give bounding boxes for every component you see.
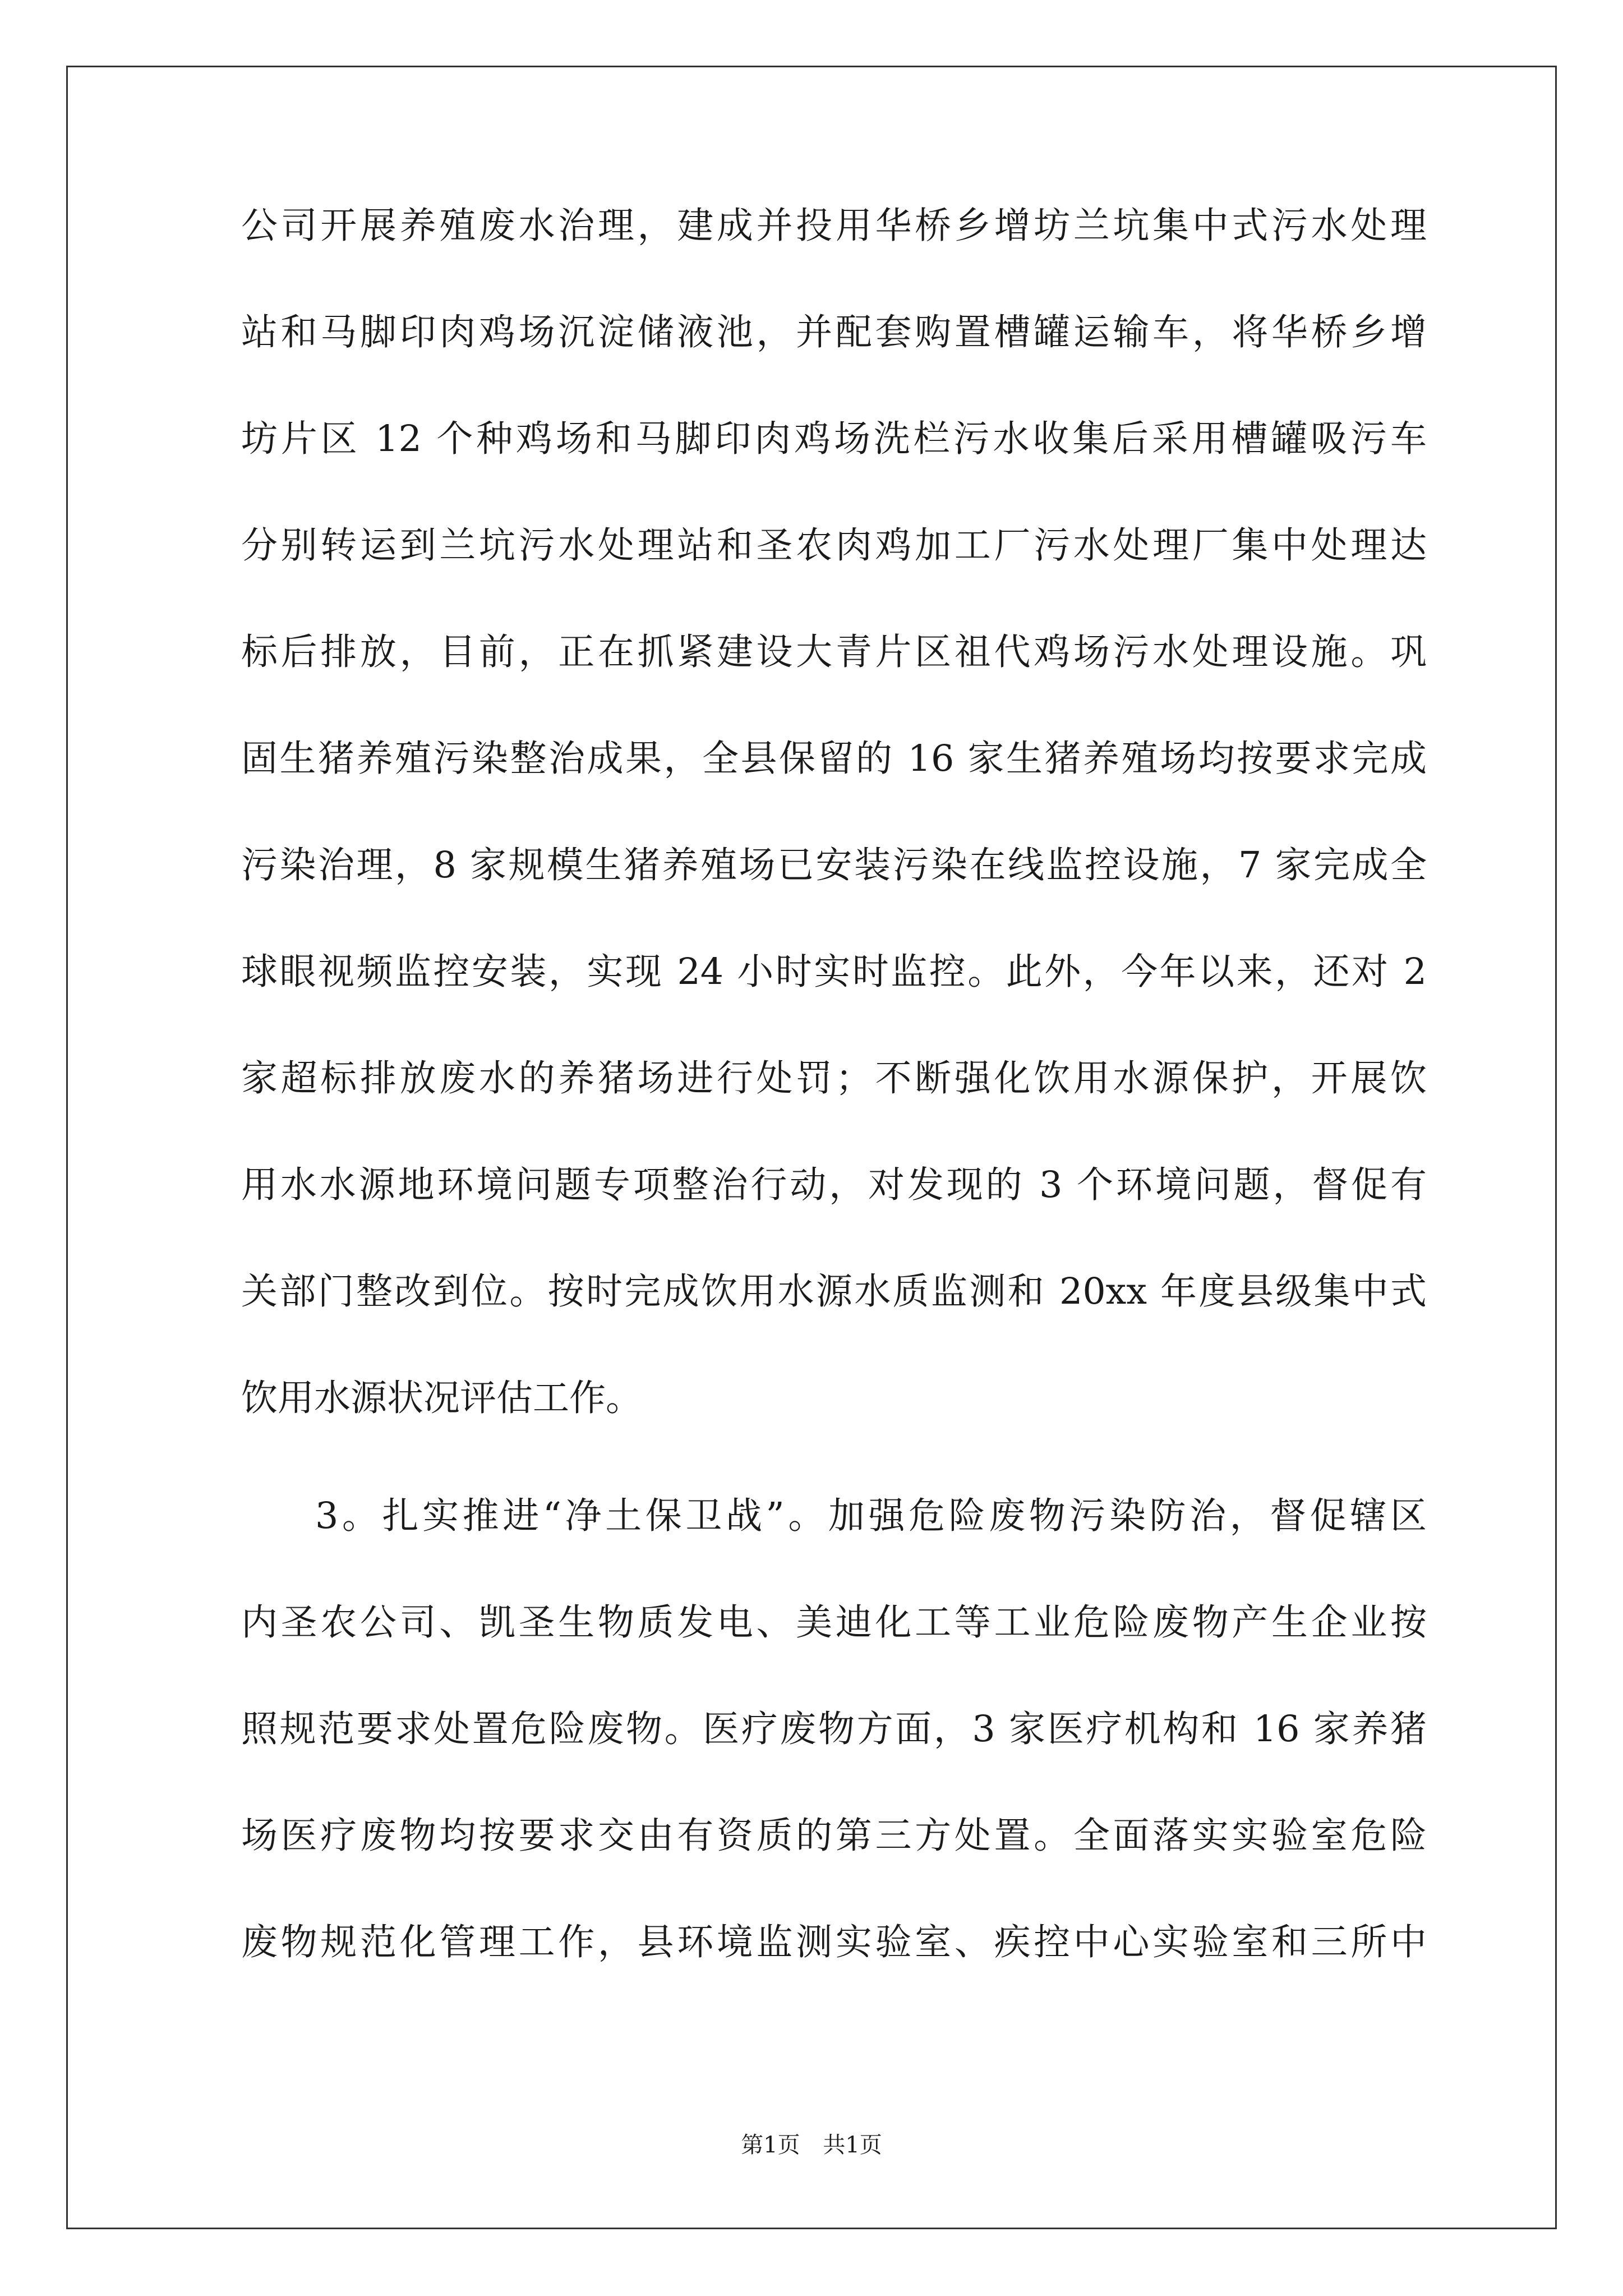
page-footer (0, 2127, 1623, 2159)
paragraph-first-line: 3。扎实推进“净土保卫战”。加强危险废物污染防治，督促辖区 (315, 1495, 1427, 1537)
text-line: 废物规范化管理工作，县环境监测实验室、疾控中心实验室和三所中 (241, 1921, 1427, 1963)
page-border (66, 66, 1557, 2229)
text-line: 照规范要求处置危险废物。医疗废物方面，3 家医疗机构和 16 家养猪 (241, 1708, 1427, 1750)
text-line: 坊片区 12 个种鸡场和马脚印肉鸡场洗栏污水收集后采用槽罐吸污车 (241, 418, 1427, 460)
text-line: 家超标排放废水的养猪场进行处罚；不断强化饮用水源保护，开展饮 (241, 1057, 1427, 1099)
text-line: 固生猪养殖污染整治成果，全县保留的 16 家生猪养殖场均按要求完成 (241, 738, 1427, 780)
text-line: 污染治理，8 家规模生猪养殖场已安装污染在线监控设施，7 家完成全 (241, 844, 1427, 886)
text-line: 场医疗废物均按要求交由有资质的第三方处置。全面落实实验室危险 (241, 1815, 1427, 1857)
page-number: 第1页 (741, 2132, 800, 2158)
text-line: 关部门整改到位。按时完成饮用水源水质监测和 20xx 年度县级集中式 (241, 1271, 1427, 1313)
text-line: 站和马脚印肉鸡场沉淀储液池，并配套购置槽罐运输车，将华桥乡增 (241, 311, 1427, 353)
text-line: 球眼视频监控安装，实现 24 小时实时监控。此外，今年以来，还对 2 (241, 951, 1427, 993)
page-total: 共1页 (823, 2132, 882, 2158)
text-line: 分别转运到兰坑污水处理站和圣农肉鸡加工厂污水处理厂集中处理达 (241, 524, 1427, 567)
text-line: 饮用水源状况评估工作。 (241, 1377, 643, 1419)
text-line: 标后排放，目前，正在抓紧建设大青片区祖代鸡场污水处理设施。巩 (241, 631, 1427, 673)
text-line: 内圣农公司、凯圣生物质发电、美迪化工等工业危险废物产生企业按 (241, 1602, 1427, 1644)
text-line: 公司开展养殖废水治理，建成并投用华桥乡增坊兰坑集中式污水处理 (241, 205, 1427, 247)
text-line: 用水水源地环境问题专项整治行动，对发现的 3 个环境问题，督促有 (241, 1164, 1427, 1206)
